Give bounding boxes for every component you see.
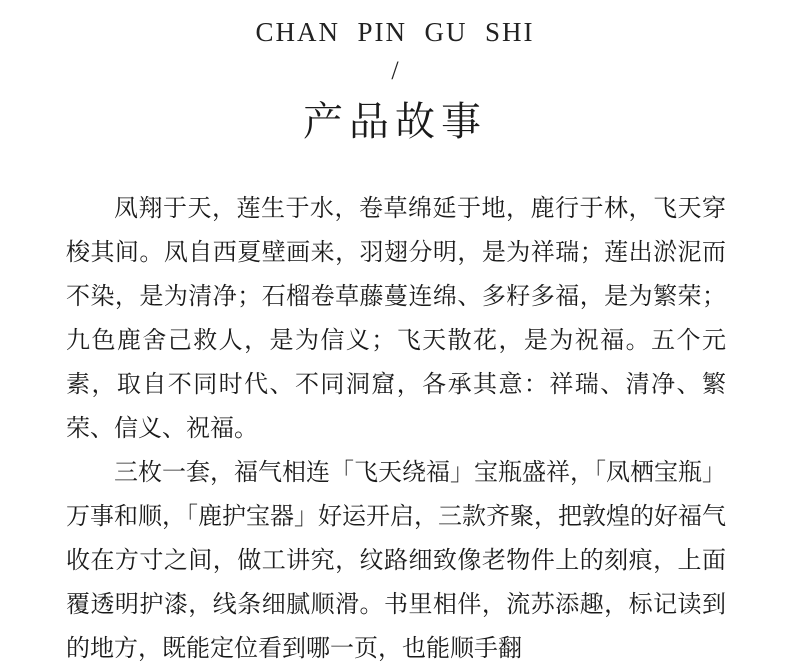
story-paragraph-2: 三枚一套，福气相连「飞天绕福」宝瓶盛祥，「凤栖宝瓶」万事和顺，「鹿护宝器」好运开启，三款齐聚，把敦煌的好福气收在方寸之间，做工讲究，纹路细致像老物件上的刻痕，上面覆透明护漆，线条细腻顺滑。书里相伴，流苏添趣，标记读到的地方，既能定位看到哪一页，也能顺手翻	[66, 458, 726, 662]
story-paragraph-1: 凤翔于天，莲生于水，卷草绵延于地，鹿行于林，飞天穿梭其间。凤自西夏壁画来，羽翅分明，是为祥瑞；莲出淤泥而不染，是为清净；石榴卷草藤蔓连绵、多籽多福，是为繁荣；九色鹿舍己救人，是为信义；飞天散花，是为祝福。五个元素，取自不同时代、不同洞窟，各承其意：祥瑞、清净、繁荣、信义、祝福。	[66, 194, 726, 442]
pinyin-subtitle: CHAN PIN GU SHI	[255, 17, 535, 47]
header-divider: /	[391, 56, 399, 85]
page-title: 产品故事	[303, 99, 487, 145]
story-body	[66, 186, 726, 670]
